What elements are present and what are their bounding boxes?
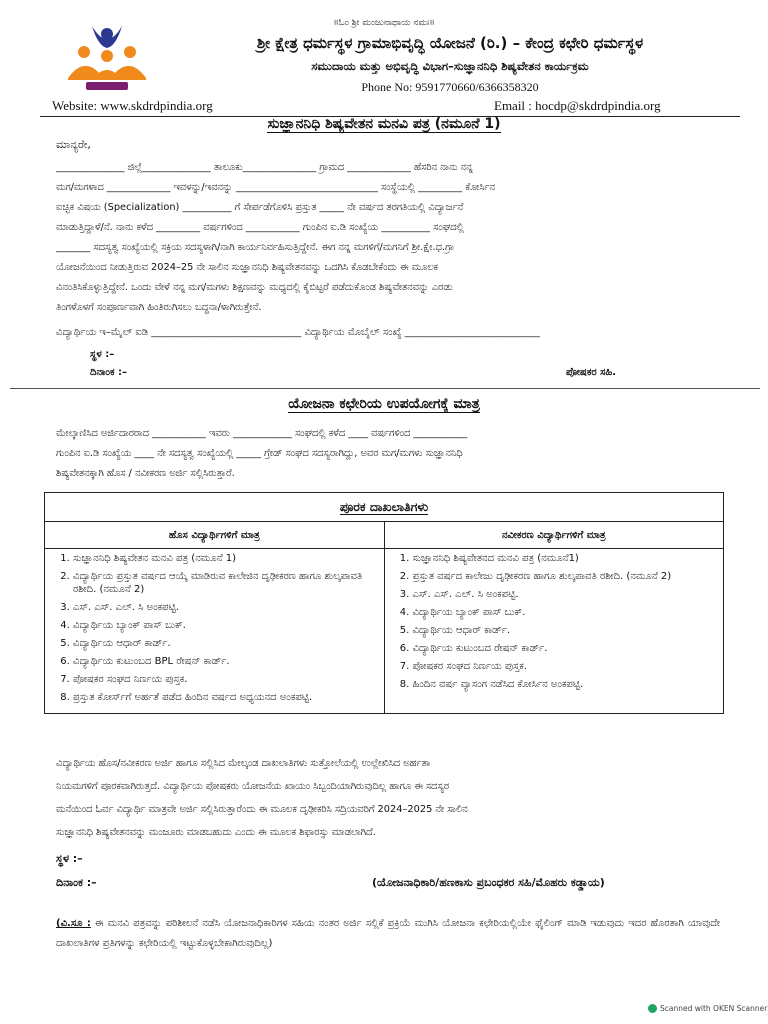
recommendation-body [56, 752, 720, 844]
list-item: 1. ಸುಜ್ಞಾನನಿಧಿ ಶಿಷ್ಯವೇತನ ಮನವಿ ಪತ್ರ (ನಮೂನೆ 1) [73, 552, 380, 565]
parent-signature-label: ಪೋಷಕರ ಸಹಿ. [566, 367, 617, 378]
officer-signature-label: (ಯೋಜನಾಧಿಕಾರಿ/ಹಣಕಾಸು ಪ್ರಬಂಧಕರ ಸಹಿ/ಮೊಹರು ಕಡ್ಡಾಯ) [372, 876, 605, 889]
scanner-watermark: Scanned with OKEN Scanner [648, 1004, 767, 1013]
application-line: _______ ಸದಸ್ಯತ್ವ ಸಂಖ್ಯೆಯಲ್ಲಿ ಸಕ್ರಿಯ ಸದಸ್ಯಳಾಗಿ/ನಾಗಿ ಕಾರ್ಯನಿರ್ವಹಿಸುತ್ತಿದ್ದೇನೆ. ಈಗ ನನ್ನ ಮಗಳಿಗೆ/ಮಗನಿಗೆ ಶ್ರೀ.ಕ್ಷೇ.ಧ.ಗ್ರಾ [56, 242, 455, 253]
organization-title: ಶ್ರೀ ಕ್ಷೇತ್ರ ಧರ್ಮಸ್ಥಳ ಗ್ರಾಮಾಭಿವೃದ್ಧಿ ಯೋಜನೆ (ರಿ.) – ಕೇಂದ್ರ ಕಛೇರಿ ಧರ್ಮಸ್ಥಳ [256, 34, 644, 52]
application-body [56, 158, 720, 318]
list-item: 5. ವಿದ್ಯಾರ್ಥಿಯ ಆಧಾರ್ ಕಾರ್ಡ್. [413, 624, 720, 637]
department-subtitle: ಸಮುದಾಯ ಮತ್ತು ಅಭಿವೃದ್ಧಿ ವಿಭಾಗ–ಸುಜ್ಞಾನನಿಧಿ ಶಿಷ್ಯವೇತನ ಕಾರ್ಯಕ್ರಮ [311, 59, 589, 73]
recommendation-line: ಸುಜ್ಞಾನನಿಧಿ ಶಿಷ್ಯವೇತನವನ್ನು ಮಂಜೂರು ಮಾಡಬಹುದು ಎಂದು ಈ ಮೂಲಕ ಶಿಫಾರಸ್ಸು ಮಾಡಲಾಗಿದೆ. [56, 827, 376, 838]
application-line: ತಿಂಗಳೊಳಗೆ ಸಂಪೂರ್ಣವಾಗಿ ಹಿಂತಿರುಗಿಸಲು ಬದ್ಧನಾ/ಳಾಗಿರುತ್ತೇನೆ. [56, 302, 262, 313]
recommendation-line: ನಿಯಮಗಳಿಗೆ ಪೂರಕವಾಗಿರುತ್ತದೆ. ವಿದ್ಯಾರ್ಥಿಯ ಪೋಷಕರು ಯೋಜನೆಯ ಖಾಯಂ ಸಿಬ್ಬಂದಿಯಾಗಿರುವುದಿಲ್ಲ ಹಾಗೂ ಈ ಸದಸ್ಯರ [56, 781, 450, 792]
office-use-line: ಮೇಲ್ಕಾಣಿಸಿದ ಅರ್ಜಿದಾರರಾದ ___________ ಇವರು ____________ ಸಂಘದಲ್ಲಿ ಕಳೆದ ____ ವರ್ಷಗಳಿಂದ ___________ [56, 428, 468, 439]
footnote [56, 914, 720, 954]
list-item: 2. ಪ್ರಸ್ತುತ ವರ್ಷದ ಕಾಲೇಜು ದೃಢೀಕರಣ ಹಾಗೂ ಶುಲ್ಕಪಾವತಿ ರಶೀದಿ. (ನಮೂನೆ 2) [413, 570, 720, 583]
list-item: 6. ವಿದ್ಯಾರ್ಥಿಯ ಕುಟುಂಬದ ರೇಷನ್ ಕಾರ್ಡ್. [413, 642, 720, 655]
invocation-line: ॥ಓಂ ಶ್ರೀ ಮಂಜುನಾಥಾಯ ನಮಃ॥ [333, 18, 435, 28]
list-item: 7. ಪೋಷಕರ ಸಂಘದ ನಿರ್ಣಯ ಪುಸ್ತಕ. [413, 660, 720, 673]
list-item: 3. ಎಸ್. ಎಸ್. ಎಲ್. ಸಿ ಅಂಕಪಟ್ಟಿ. [73, 601, 380, 614]
list-item: 7. ಪೋಷಕರ ಸಂಘದ ನಿರ್ಣಯ ಪುಸ್ತಕ. [73, 673, 380, 686]
application-line: ವಿನಂತಿಸಿಕೊಳ್ಳುತ್ತಿದ್ದೇನೆ. ಒಂದು ವೇಳೆ ನನ್ನ ಮಗ/ಮಗಳು ಶಿಕ್ಷಣವನ್ನು ಮಧ್ಯದಲ್ಲಿ ಕೈಬಿಟ್ಟರೆ ಪಡೆದುಕೊಂಡ ಶಿಷ್ಯವೇತನವನ್ನು ಎರಡು [56, 282, 453, 293]
footnote-head: (ವಿ.ಸೂ : [56, 918, 91, 929]
email-link[interactable]: Email : hocdp@skdrdpindia.org [494, 98, 661, 113]
student-email-phone-line: ವಿದ್ಯಾರ್ಥಿಯ ಇ–ಮೈಲ್ ಐಡಿ ______________________________ ವಿದ್ಯಾರ್ಥಿಯ ಮೊಬೈಲ್ ಸಂಖ್ಯೆ ___________________________ [56, 327, 540, 338]
date-label: ದಿನಾಂಕ :– [90, 367, 127, 378]
application-line: ______________ ಜಿಲ್ಲೆ______________ ತಾಲೂಕು_______________ ಗ್ರಾಮದ _____________ ಹೆಸರಿನ ನಾನು ನನ್ನ [56, 162, 473, 173]
recommendation-line: ಮನೆಯಿಂದ ಓರ್ವ ವಿದ್ಯಾರ್ಥಿ ಮಾತ್ರವೇ ಅರ್ಜಿ ಸಲ್ಲಿಸಿರುತ್ತಾರೆಂದು ಈ ಮೂಲಕ ದೃಢೀಕರಿಸಿ ಸದ್ರಿಯವರಿಗೆ 2024–2025 ನೇ ಸಾಲಿನ [56, 804, 468, 815]
new-students-list [53, 552, 380, 704]
list-item: 8. ಹಿಂದಿನ ವರ್ಷ ವ್ಯಾಸಂಗ ನಡೆಸಿದ ಕೋರ್ಸಿನ ಅಂಕಪಟ್ಟಿ. [413, 678, 720, 691]
list-item: 4. ವಿದ್ಯಾರ್ಥಿಯ ಬ್ಯಾಂಕ್ ಪಾಸ್ ಬುಕ್. [413, 606, 720, 619]
office-use-body [56, 424, 720, 484]
list-item: 2. ವಿದ್ಯಾರ್ಥಿಯ ಪ್ರಸ್ತುತ ವರ್ಷದ ಆಯ್ಕೆ ಮಾಡಿರುವ ಕಾಲೇಜಿನ ದೃಢೀಕರಣ ಹಾಗೂ ಶುಲ್ಕಪಾವತಿ ರಶೀದಿ. (ನಮೂನೆ 2) [73, 570, 380, 596]
scanner-logo-icon [648, 1004, 657, 1013]
new-students-header: ಹೊಸ ವಿದ್ಯಾರ್ಥಿಗಳಿಗೆ ಮಾತ್ರ [45, 522, 385, 549]
office-use-title: ಯೋಜನಾ ಕಛೇರಿಯ ಉಪಯೋಗಕ್ಕೆ ಮಾತ್ರ [288, 396, 480, 412]
organization-logo-icon [64, 22, 150, 92]
list-item: 5. ವಿದ್ಯಾರ್ಥಿಯ ಆಧಾರ್ ಕಾರ್ಡ್. [73, 637, 380, 650]
salutation: ಮಾನ್ಯರೇ, [56, 138, 91, 151]
application-line: ಮಗ/ಮಗಳಾದ _____________ ಇವಳನ್ನು/ಇವನನ್ನು _____________________________ ಸಂಸ್ಥೆಯಲ್ಲಿ _________ ಕೋರ್ಸಿನ [56, 182, 495, 193]
footnote-text: ಈ ಮನವಿ ಪತ್ರವನ್ನು ಪರಿಶೀಲನೆ ನಡೆಸಿ ಯೋಜನಾಧಿಕಾರಿಗಳ ಸಹಿಯ ನಂತರ ಅರ್ಜಿ ಸಲ್ಲಿಕೆ ಪ್ರಕ್ರಿಯೆ ಮುಗಿಸಿ ಯೋಜನಾ ಕಛೇರಿಯಲ್ಲಿಯೇ ಫೈಲಿಂಗ್ ಮಾಡಿ ಇಡುವುದು ಇದರ ಹೊರತಾಗಿ ಯಾವುದೇ ದಾಖಲಾತಿಗಳ ಪ್ರತಿಗಳನ್ನು ಕಛೇರಿಯಲ್ಲಿ ಇಟ್ಟುಕೊಳ್ಳಬೇಕಾಗಿರುವುದಿಲ್ಲ) [56, 918, 720, 949]
application-line: ಯೋಜನೆಯಿಂದ ನೀಡುತ್ತಿರುವ 2024–25 ನೇ ಸಾಲಿನ ಸುಜ್ಞಾನನಿಧಿ ಶಿಷ್ಯವೇತನವನ್ನು ಒದಗಿಸಿ ಕೊಡಬೇಕೆಂದು ಈ ಮೂಲಕ [56, 262, 438, 273]
application-title: ಸುಜ್ಞಾನನಿಧಿ ಶಿಷ್ಯವೇತನ ಮನವಿ ಪತ್ರ (ನಮೂನೆ 1) [267, 116, 501, 132]
phone-numbers: Phone No: 9591770660/6366358320 [361, 80, 539, 94]
office-use-line: ಗುಂಪಿನ ಐ.ಡಿ ಸಂಖ್ಯೆಯ ____ ನೇ ಸದಸ್ಯತ್ವ ಸಂಖ್ಯೆಯಲ್ಲಿ _____ ಗ್ರೇಡ್ ಸಂಘದ ಸದಸ್ಯರಾಗಿದ್ದು, ಅವರ ಮಗ/ಮಗಳು ಸುಜ್ಞಾನನಿಧಿ [56, 448, 463, 459]
documents-table [44, 492, 724, 714]
list-item: 3. ಎಸ್. ಎಸ್. ಎಲ್. ಸಿ ಅಂಕಪಟ್ಟಿ. [413, 588, 720, 601]
list-item: 4. ವಿದ್ಯಾರ್ಥಿಯ ಬ್ಯಾಂಕ್ ಪಾಸ್ ಬುಕ್. [73, 619, 380, 632]
list-item: 8. ಪ್ರಸ್ತುತ ಕೋರ್ಸ್‌ಗೆ ಅರ್ಹತೆ ಪಡೆದ ಹಿಂದಿನ ವರ್ಷದ ಅಧ್ಯಯನದ ಅಂಕಪಟ್ಟಿ. [73, 691, 380, 704]
list-item: 1. ಸುಜ್ಞಾನನಿಧಿ ಶಿಷ್ಯವೇತನದ ಮನವಿ ಪತ್ರ (ನಮೂನೆ1) [413, 552, 720, 565]
new-students-list-cell [45, 549, 385, 714]
renewal-students-list-cell [384, 549, 724, 714]
renewal-students-header: ನವೀಕರಣ ವಿದ್ಯಾರ್ಥಿಗಳಿಗೆ ಮಾತ್ರ [384, 522, 724, 549]
date-label: ದಿನಾಂಕ :– [56, 876, 97, 889]
recommendation-line: ವಿದ್ಯಾರ್ಥಿಯ ಹೊಸ/ನವೀಕರಣ ಅರ್ಜಿ ಹಾಗೂ ಸಲ್ಲಿಸಿದ ಮೇಲ್ಕಂಡ ದಾಖಲಾತಿಗಳು ಸುತ್ತೋಲೆಯಲ್ಲಿ ಉಲ್ಲೇಖಿಸಿದ ಅರ್ಹತಾ [56, 758, 431, 769]
renewal-students-list [393, 552, 720, 691]
place-label: ಸ್ಥಳ :– [56, 852, 83, 865]
documents-title: ಪೂರಕ ದಾಖಲಾತಿಗಳು [45, 493, 724, 522]
section-divider [10, 388, 760, 389]
website-link[interactable]: Website: www.skdrdpindia.org [52, 98, 213, 113]
list-item: 6. ವಿದ್ಯಾರ್ಥಿಯ ಕುಟುಂಬದ BPL ರೇಷನ್ ಕಾರ್ಡ್. [73, 655, 380, 668]
application-line: ಐಚ್ಛಿಕ ವಿಷಯ (Specialization) __________ ಗೆ ಸೇರ್ಪಡೆಗೊಳಿಸಿ ಪ್ರಸ್ತುತ _____ ನೇ ವರ್ಷದ ತರಗತಿಯಲ್ಲಿ ವಿದ್ಯಾರ್ಜನೆ [56, 202, 464, 213]
place-label: ಸ್ಥಳ :– [90, 349, 115, 360]
application-line: ಮಾಡುತ್ತಿದ್ದಾಳೆ/ನೆ. ನಾನು ಕಳೆದ _________ ವರ್ಷಗಳಿಂದ ___________ ಗುಂಪಿನ ಐ.ಡಿ ಸಂಖ್ಯೆಯ __________ ಸಂಘದಲ್ಲಿ [56, 222, 464, 233]
office-use-line: ಶಿಷ್ಯವೇತನಕ್ಕಾಗಿ ಹೊಸ / ನವೀಕರಣ ಅರ್ಜಿ ಸಲ್ಲಿಸಿರುತ್ತಾರೆ. [56, 468, 235, 479]
